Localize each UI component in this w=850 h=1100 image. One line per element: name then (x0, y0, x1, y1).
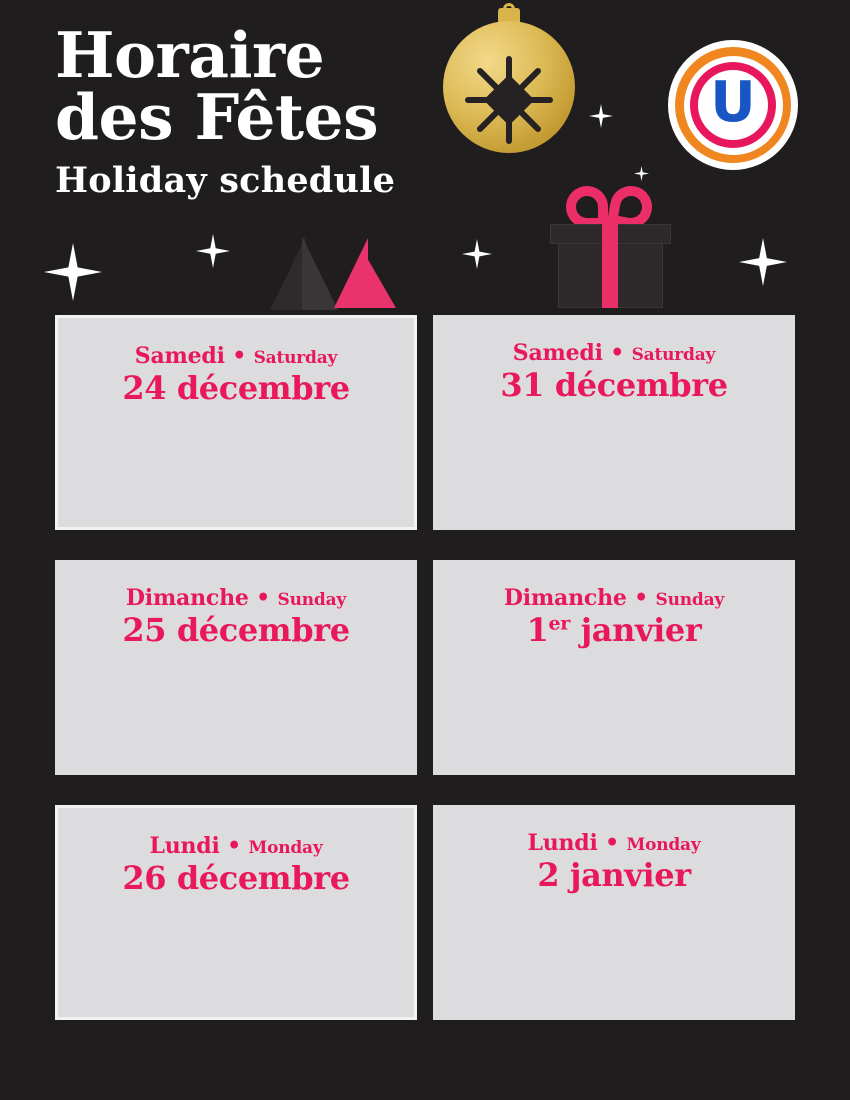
gift-ribbon (602, 224, 618, 308)
sparkle-icon (196, 234, 230, 268)
sparkle-icon (739, 238, 787, 286)
subtitle: Holiday schedule (55, 159, 396, 201)
card-day-en: Monday (626, 835, 701, 855)
schedule-card (55, 805, 417, 1020)
schedule-row (55, 315, 795, 530)
card-day-label (55, 586, 417, 610)
sparkle-icon (44, 243, 102, 301)
footer-band (0, 1058, 850, 1100)
gift-box-icon (550, 178, 674, 308)
card-separator: • (605, 830, 619, 856)
card-date-ordinal: er (548, 612, 570, 635)
card-date: 24 décembre (122, 369, 350, 408)
u-brand-logo (668, 40, 798, 170)
card-separator: • (634, 585, 649, 611)
poster-header (0, 0, 850, 310)
card-day-label (433, 341, 795, 365)
schedule-row (55, 805, 795, 1020)
card-day-fr: Lundi (149, 833, 220, 859)
card-day-en: Sunday (277, 590, 347, 610)
schedule-card (433, 560, 795, 775)
card-date-month: janvier (580, 611, 702, 650)
leaf-motif-icon (256, 236, 406, 314)
schedule-grid (55, 315, 795, 1050)
schedule-card (433, 315, 795, 530)
gift-bow-left (566, 186, 608, 228)
schedule-card (433, 805, 795, 1020)
card-date (433, 612, 795, 649)
card-day-label (58, 834, 414, 858)
schedule-card (55, 315, 417, 530)
card-separator: • (610, 340, 625, 366)
schedule-row (55, 560, 795, 775)
card-day-label (433, 586, 795, 610)
card-day-fr: Samedi (134, 343, 225, 369)
card-separator: • (232, 343, 247, 369)
card-separator: • (227, 833, 241, 859)
card-date: 25 décembre (122, 611, 350, 650)
sparkle-icon (589, 104, 613, 128)
card-day-label (58, 344, 414, 368)
logo-ring-pink (690, 62, 776, 148)
card-day-en: Monday (248, 838, 323, 858)
card-day-fr: Dimanche (503, 585, 627, 611)
card-day-en: Saturday (253, 348, 338, 368)
schedule-card (55, 560, 417, 775)
card-date: 31 décembre (500, 366, 728, 405)
card-date: 2 janvier (537, 856, 691, 895)
sparkle-icon (462, 239, 492, 269)
card-day-fr: Samedi (512, 340, 603, 366)
card-separator: • (256, 585, 271, 611)
logo-letter: U (710, 70, 756, 135)
title-line-1: Horaire (55, 18, 325, 92)
card-day-fr: Dimanche (125, 585, 249, 611)
card-day-en: Sunday (655, 590, 725, 610)
card-day-en: Saturday (631, 345, 716, 365)
card-day-fr: Lundi (527, 830, 598, 856)
card-date-number: 1 (526, 611, 549, 650)
card-day-label (433, 831, 795, 855)
logo-ring-orange (675, 47, 791, 163)
title-block (55, 18, 475, 201)
logo-ring-core (698, 70, 768, 140)
logo-ring-white (684, 56, 783, 155)
page-title (55, 18, 475, 155)
card-date: 26 décembre (122, 859, 350, 898)
title-line-2: des Fêtes (55, 80, 379, 155)
snowflake-icon (465, 56, 553, 144)
